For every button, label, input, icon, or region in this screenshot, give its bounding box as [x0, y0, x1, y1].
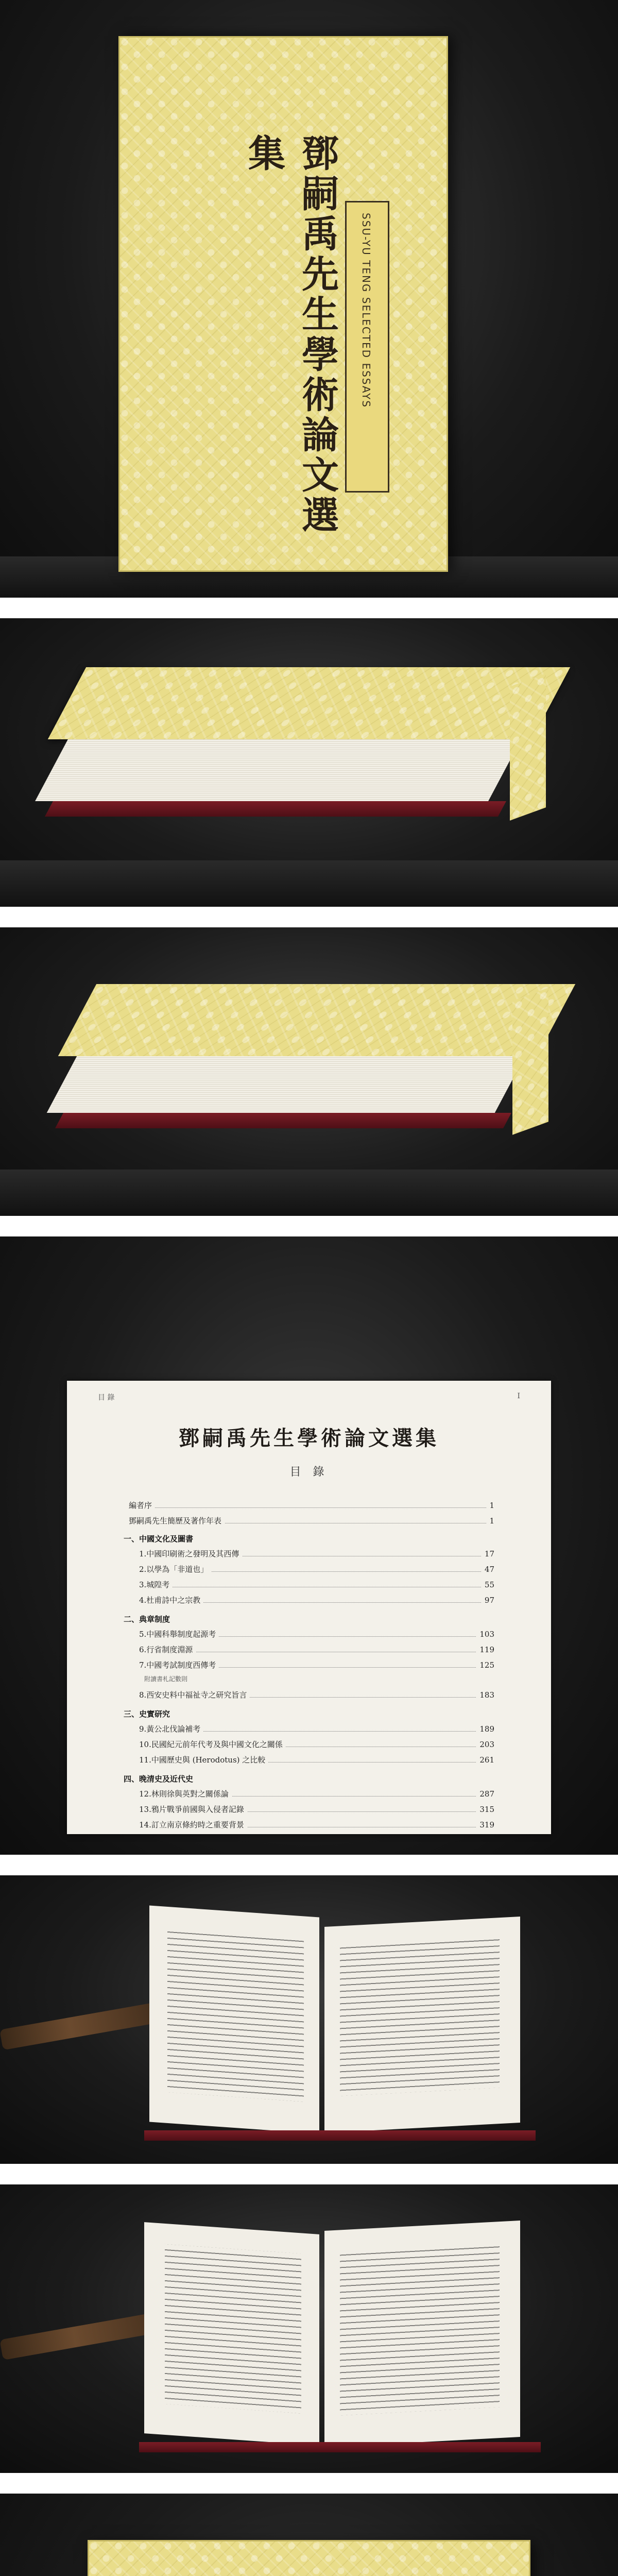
left-page	[144, 2222, 319, 2446]
toc-entry: 6.行省制度淵源 119	[139, 1645, 494, 1654]
toc-entry: 12.林則徐與英對之關係論 287	[139, 1789, 494, 1799]
toc-entry: 9.黃公北伐論補考 189	[139, 1724, 494, 1734]
toc-entry: 11.中國歷史與 (Herodotus) 之比較 261	[139, 1755, 494, 1765]
toc-entry: 2.以學為「非道也」 47	[139, 1565, 494, 1574]
spine-side	[510, 673, 546, 820]
photo-front-cover	[0, 2494, 618, 2576]
pages-edge	[35, 739, 521, 801]
right-page	[324, 1917, 520, 2133]
toc-entry: 8.西安史料中福祉寺之研究旨言 183	[139, 1690, 494, 1700]
photo-open-book-1	[0, 1875, 618, 2164]
book-cover-base	[139, 2442, 541, 2452]
toc-entry: 7.中國考試制度西傳考 125	[139, 1660, 494, 1670]
toc-section-heading: 一、中國文化及圖書	[124, 1534, 194, 1544]
toc-heading: 目 錄	[289, 1466, 329, 1479]
right-page	[324, 2221, 520, 2447]
photo-bottom-edge	[0, 927, 618, 1216]
photo-spine	[0, 0, 618, 598]
toc-section-heading: 四、晚清史及近代史	[124, 1774, 194, 1784]
photo-top-edge	[0, 618, 618, 907]
running-head-left: 目 錄	[98, 1394, 115, 1402]
book-top-cloth	[48, 667, 570, 739]
spine-english-label	[345, 201, 389, 493]
toc-entry: 鄧嗣禹先生簡歷及著作年表 1	[129, 1516, 494, 1526]
spine-english-text: SSU-YU TENG SELECTED ESSAYS	[360, 213, 372, 408]
running-head-right: I	[517, 1392, 520, 1400]
book-bottom-cloth	[58, 984, 575, 1056]
photo-toc	[0, 1236, 618, 1855]
front-cover-edge	[55, 1113, 511, 1128]
toc-note: 附讀書札記數則	[144, 1675, 188, 1683]
toc-book-title: 鄧嗣禹先生學術論文選集	[179, 1426, 439, 1450]
toc-entry: 10.民國紀元前年代考及與中國文化之關係 203	[139, 1740, 494, 1749]
toc-entry: 1.中國印刷術之發明及其西傳 17	[139, 1549, 494, 1558]
back-cover-edge	[45, 801, 506, 817]
toc-entry: 編者序 1	[129, 1501, 494, 1510]
spine-title: 鄧嗣禹先生學術論文選集	[242, 134, 339, 536]
left-page	[149, 1905, 319, 2133]
photo-open-book-2	[0, 2184, 618, 2473]
table-surface	[0, 860, 618, 907]
toc-entry: 13.鴉片戰爭前國與入侵者記錄 315	[139, 1805, 494, 1814]
pages-edge	[47, 1056, 525, 1113]
toc-entry: 3.城隍考 55	[139, 1580, 494, 1589]
toc-section-heading: 三、史實研究	[124, 1709, 170, 1719]
toc-entry: 14.訂立南京條約時之重要背景 319	[139, 1820, 494, 1829]
toc-entry: 5.中國科舉制度起源考 103	[139, 1630, 494, 1639]
spine-side	[512, 988, 548, 1134]
toc-entry: 4.杜甫詩中之宗教 97	[139, 1596, 494, 1605]
spine-cloth	[118, 36, 448, 572]
book-cover-base	[144, 2130, 536, 2141]
front-cover-cloth	[88, 2540, 530, 2576]
table-surface	[0, 1170, 618, 1216]
toc-section-heading: 二、典章制度	[124, 1615, 170, 1624]
toc-page	[67, 1381, 551, 1834]
